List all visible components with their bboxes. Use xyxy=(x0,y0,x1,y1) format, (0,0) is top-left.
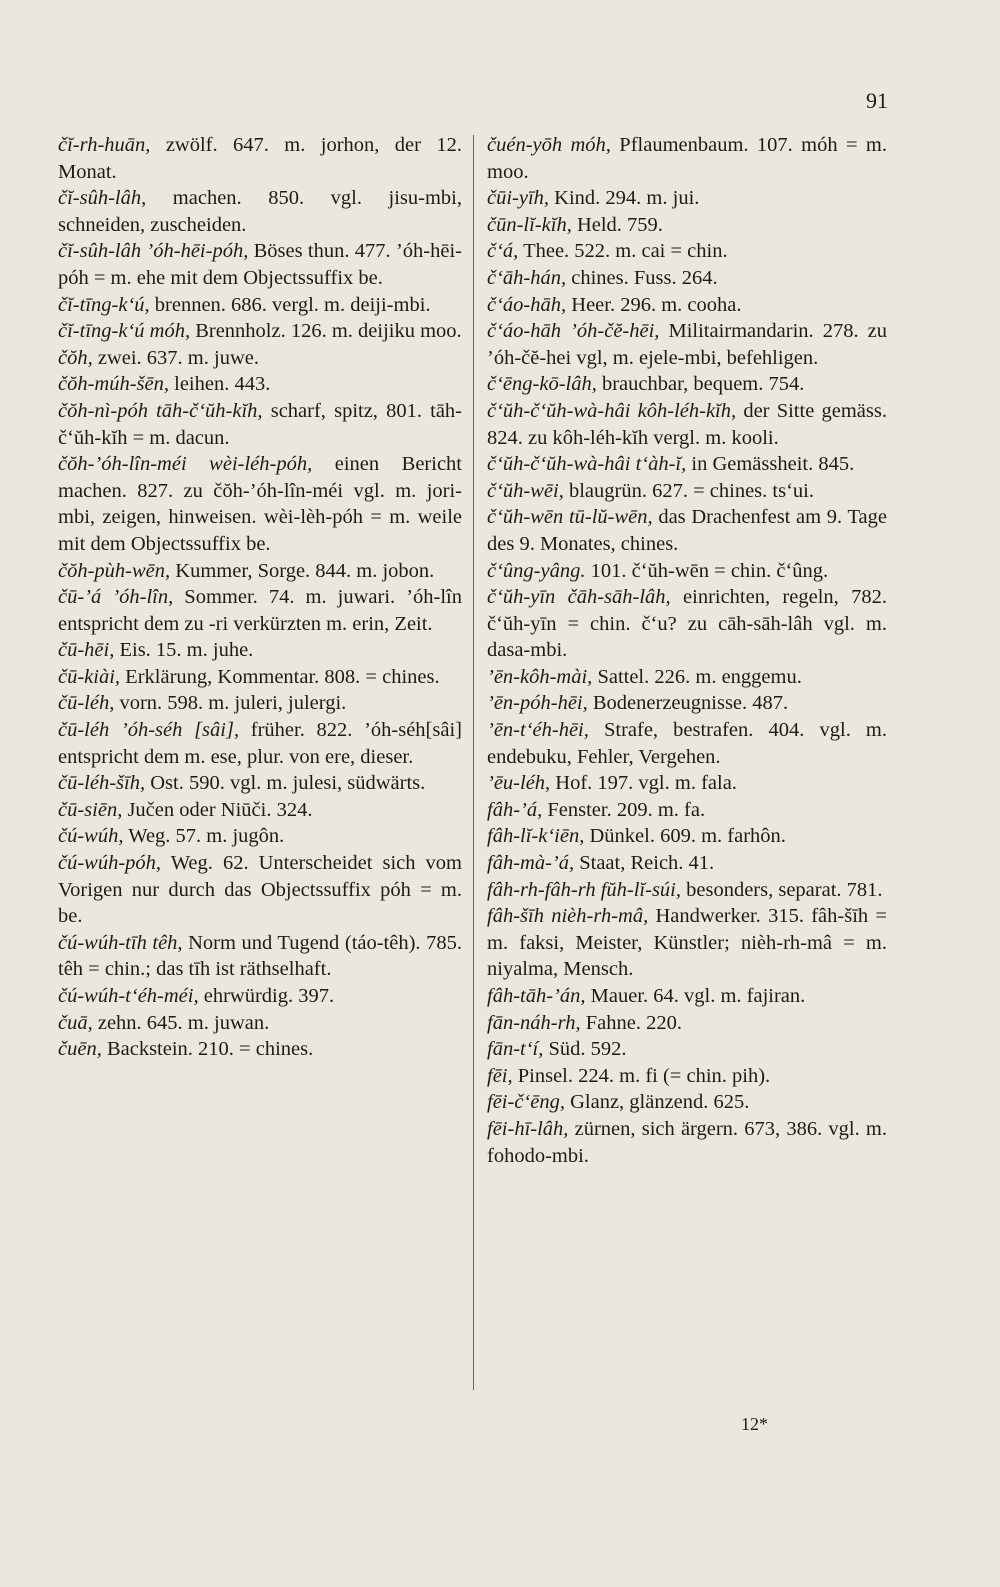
dictionary-entry xyxy=(487,398,893,451)
dictionary-entry xyxy=(487,185,887,212)
entry-definition: Brennholz. 126. m. deijiku moo. xyxy=(190,320,462,343)
dictionary-entry xyxy=(487,584,893,664)
dictionary-entry xyxy=(58,318,462,345)
entry-definition: Jučen oder Niūči. 324. xyxy=(122,798,313,821)
entry-headword: ’ēu-léh, xyxy=(487,772,551,795)
entry-headword: čĭ-sûh-lâh, xyxy=(58,187,147,210)
dictionary-entry xyxy=(487,558,887,585)
dictionary-entry xyxy=(58,132,468,185)
right-column xyxy=(487,132,893,1169)
entry-definition: Bodenerzeugnisse. 487. xyxy=(587,692,789,715)
dictionary-entry xyxy=(487,823,887,850)
dictionary-entry xyxy=(487,850,887,877)
printer-signature: 12* xyxy=(741,1414,768,1434)
dictionary-entry xyxy=(487,265,887,292)
entry-headword: fēi-č‘ēng, xyxy=(487,1091,565,1114)
entry-headword: čū-’á ’óh-lîn, xyxy=(58,586,174,609)
dictionary-entry xyxy=(58,690,462,717)
entry-definition: Backstein. 210. = chines. xyxy=(101,1038,314,1061)
entry-definition: Glanz, glänzend. 625. xyxy=(564,1091,750,1114)
dictionary-entry xyxy=(58,770,462,797)
entry-definition: machen. 850. vgl. jisu-mbi, schneiden, zuscheiden. xyxy=(58,187,468,236)
entry-headword: č‘ŭh-yīn čāh-sāh-lâh, xyxy=(487,586,671,609)
entry-headword: čŏh-’óh-lîn-méi wèi-léh-póh, xyxy=(58,453,313,476)
entry-headword: fâh-’á, xyxy=(487,798,543,821)
entry-headword: fēi, xyxy=(487,1064,513,1087)
entry-definition: Ost. 590. vgl. m. julesi, südwärts. xyxy=(145,772,426,795)
entry-headword: č‘á, xyxy=(487,240,519,263)
entry-definition: Fenster. 209. m. fa. xyxy=(542,798,706,821)
dictionary-entry xyxy=(487,318,893,371)
entry-headword: čĭ-rh-huān, xyxy=(58,134,151,156)
entry-headword: fâh-tāh-’án, xyxy=(487,985,586,1007)
entry-definition: das Drachenfest am 9. Tage des 9. Monates, chines. xyxy=(487,506,893,555)
entry-headword: č‘ŭh-wēi, xyxy=(487,479,564,502)
dictionary-entry xyxy=(487,1010,887,1037)
dictionary-entry xyxy=(487,664,887,691)
entry-definition: zehn. 645. m. juwan. xyxy=(92,1011,270,1034)
entry-headword: čĭ-tīng-k‘ú móh, xyxy=(58,320,191,343)
dictionary-entry xyxy=(58,823,462,850)
entry-headword: č‘ûng-yâng. xyxy=(487,559,586,582)
entry-definition: blaugrün. 627. = chines. ts‘ui. xyxy=(563,479,814,502)
entry-definition: Hof. 197. vgl. m. fala. xyxy=(550,772,737,795)
dictionary-entry xyxy=(487,770,887,797)
entry-headword: čĭ-sûh-lâh ’óh-hēi-póh, xyxy=(58,240,249,263)
dictionary-entry xyxy=(487,478,887,505)
dictionary-entry xyxy=(487,903,893,983)
entry-headword: čŏh-múh-šēn, xyxy=(58,373,170,396)
dictionary-entry xyxy=(487,212,887,239)
entry-definition: ehrwürdig. 397. xyxy=(198,985,335,1007)
entry-headword: č‘ŭh-č‘ŭh-wà-hâi t‘àh-ĭ, xyxy=(487,453,687,476)
entry-definition: besonders, separat. 781. xyxy=(681,878,883,901)
dictionary-entry xyxy=(58,185,468,238)
entry-headword: čū-kiài, xyxy=(58,665,121,688)
dictionary-entry xyxy=(487,451,887,478)
entry-headword: fâh-lĭ-k‘iēn, xyxy=(487,825,585,848)
entry-definition: Held. 759. xyxy=(571,213,663,236)
entry-headword: čuā, xyxy=(58,1011,93,1034)
dictionary-entry xyxy=(58,930,468,983)
entry-headword: čūn-lĭ-kĭh, xyxy=(487,213,572,236)
entry-definition: Heer. 296. m. cooha. xyxy=(566,293,742,316)
entry-definition: zürnen, sich ärgern. 673, 386. vgl. m. fohodo-mbi. xyxy=(487,1117,893,1167)
entry-definition: Norm und Tugend (táo-têh). 785. têh = chin.; das tīh ist räthselhaft. xyxy=(58,931,468,981)
entry-definition: Weg. 57. m. jugôn. xyxy=(123,825,285,848)
column-divider xyxy=(473,135,474,1390)
entry-headword: č‘āh-hán, xyxy=(487,266,567,289)
entry-headword: čú-wúh-t‘éh-méi, xyxy=(58,985,199,1007)
entry-definition: zwei. 637. m. juwe. xyxy=(92,346,259,369)
dictionary-entry xyxy=(58,371,462,398)
entry-definition: Sommer. 74. m. juwari. ’óh-lîn entspricht dem zu -ri verkürzten m. erin, Zeit. xyxy=(58,586,468,635)
entry-headword: fēi-hī-lâh, xyxy=(487,1117,569,1140)
dictionary-entry xyxy=(487,1063,887,1090)
entry-headword: čū-hēi, xyxy=(58,639,115,662)
dictionary-entry xyxy=(58,558,462,585)
dictionary-entry xyxy=(58,664,462,691)
dictionary-entry xyxy=(487,132,893,185)
dictionary-entry xyxy=(487,1116,893,1169)
entry-headword: fâh-rh-fâh-rh fŭh-lĭ-súi, xyxy=(487,878,681,901)
entry-headword: čuēn, xyxy=(58,1038,102,1061)
entry-definition: einen Bericht machen. 827. zu čŏh-’óh-lîn-méi vgl. m. jori-mbi, zeigen, hinweisen. wèi-lèh-póh = m. weile mit dem Objectssuffix be. xyxy=(58,453,468,555)
dictionary-entry xyxy=(487,717,893,770)
entry-headword: čŏh-pùh-wēn, xyxy=(58,559,171,582)
entry-definition: Erklärung, Kommentar. 808. = chines. xyxy=(120,665,440,688)
dictionary-entry xyxy=(58,292,462,319)
entry-definition: in Gemässheit. 845. xyxy=(686,453,855,476)
entry-headword: ’ēn-t‘éh-hēi, xyxy=(487,719,589,742)
entry-headword: ’ēn-póh-hēi, xyxy=(487,692,588,715)
dictionary-entry xyxy=(58,1036,462,1063)
entry-headword: č‘ŭh-č‘ŭh-wà-hâi kôh-léh-kĭh, xyxy=(487,399,737,422)
entry-definition: Staat, Reich. 41. xyxy=(574,852,715,875)
entry-headword: čŏh, xyxy=(58,346,93,369)
entry-definition: Eis. 15. m. juhe. xyxy=(114,639,254,662)
dictionary-entry xyxy=(487,983,887,1010)
entry-headword: fān-t‘í, xyxy=(487,1038,544,1061)
entry-definition: Süd. 592. xyxy=(543,1038,627,1061)
entry-headword: čūi-yīh, xyxy=(487,187,550,210)
entry-definition: vorn. 598. m. juleri, julergi. xyxy=(114,692,347,715)
entry-definition: 101. č‘ŭh-wēn = chin. č‘ûng. xyxy=(585,559,829,582)
entry-definition: einrichten, regeln, 782. č‘ŭh-yīn = chin. č‘u? zu cāh-sāh-lâh vgl. m. dasa-mbi. xyxy=(487,586,893,662)
entry-definition: Dünkel. 609. m. farhôn. xyxy=(584,825,786,848)
dictionary-entry xyxy=(58,637,462,664)
entry-definition: Strafe, bestrafen. 404. vgl. m. endebuku, Fehler, Vergehen. xyxy=(487,719,893,768)
entry-headword: čū-léh-šīh, xyxy=(58,772,146,795)
entry-headword: čú-wúh-tīh têh, xyxy=(58,931,183,954)
dictionary-entry xyxy=(58,850,468,930)
dictionary-entry xyxy=(487,238,887,265)
dictionary-entry xyxy=(58,238,462,291)
entry-definition: zwölf. 647. m. jorhon, der 12. Monat. xyxy=(58,134,468,183)
entry-definition: Handwerker. 315. fâh-šīh = m. faksi, Meister, Künstler; nièh-rh-mâ = m. niyalma, Mensch. xyxy=(487,905,893,981)
entry-definition: Thee. 522. m. cai = chin. xyxy=(518,240,728,263)
entry-headword: čŏh-nì-póh tāh-č‘ŭh-kĭh, xyxy=(58,399,263,422)
entry-headword: č‘áo-hāh, xyxy=(487,293,567,316)
entry-headword: č‘ŭh-wēn tū-lŭ-wēn, xyxy=(487,506,653,529)
entry-headword: čú-wúh, xyxy=(58,825,124,848)
entry-definition: Fahne. 220. xyxy=(580,1011,682,1034)
page-number: 91 xyxy=(866,88,888,113)
entry-headword: čú-wúh-póh, xyxy=(58,852,162,875)
left-column xyxy=(58,132,468,1063)
dictionary-entry xyxy=(487,371,887,398)
entry-headword: čū-siēn, xyxy=(58,798,123,821)
entry-definition: Pflaumenbaum. 107. móh = m. moo. xyxy=(487,134,893,183)
entry-headword: čū-léh ’óh-séh [sâi], xyxy=(58,719,240,742)
dictionary-entry xyxy=(487,504,893,557)
entry-headword: ’ēn-kôh-mài, xyxy=(487,665,593,688)
dictionary-entry xyxy=(58,398,462,451)
dictionary-entry xyxy=(58,345,462,372)
entry-definition: Kummer, Sorge. 844. m. jobon. xyxy=(170,559,435,582)
entry-definition: leihen. 443. xyxy=(169,373,271,396)
dictionary-entry xyxy=(58,717,468,770)
entry-definition: Weg. 62. Unterscheidet sich vom Vorigen nur durch das Objectssuffix póh = m. be. xyxy=(58,852,468,928)
entry-headword: fān-náh-rh, xyxy=(487,1011,581,1034)
dictionary-entry xyxy=(58,1010,462,1037)
dictionary-entry xyxy=(58,584,468,637)
dictionary-entry xyxy=(487,797,887,824)
dictionary-entry xyxy=(58,797,462,824)
dictionary-entry xyxy=(487,1036,887,1063)
entry-definition: Militairmandarin. 278. zu ’óh-čĕ-hei vgl, m. ejele-mbi, befehligen. xyxy=(487,320,893,369)
entry-headword: čuén-yōh móh, xyxy=(487,134,611,156)
entry-headword: č‘áo-hāh ’óh-čĕ-hēi, xyxy=(487,320,660,343)
entry-headword: fâh-mà-’á, xyxy=(487,852,575,875)
dictionary-entry xyxy=(58,451,468,557)
entry-headword: čĭ-tīng-k‘ú, xyxy=(58,293,150,316)
entry-definition: Pinsel. 224. m. fi (= chin. pih). xyxy=(512,1064,771,1087)
dictionary-entry xyxy=(58,983,462,1010)
entry-definition: scharf, spitz, 801. tāh-č‘ŭh-kĭh = m. dacun. xyxy=(58,399,462,449)
entry-definition: Böses thun. 477. ’óh-hēi-póh = m. ehe mit dem Objectssuffix be. xyxy=(58,240,462,289)
dictionary-entry xyxy=(487,877,887,904)
entry-definition: früher. 822. ’óh-séh[sâi] entspricht dem m. ese, plur. von ere, dieser. xyxy=(58,719,468,768)
entry-definition: brauchbar, bequem. 754. xyxy=(596,373,805,396)
entry-definition: Mauer. 64. vgl. m. fajiran. xyxy=(585,985,806,1007)
entry-headword: č‘ēng-kō-lâh, xyxy=(487,373,597,396)
entry-definition: chines. Fuss. 264. xyxy=(566,266,718,289)
entry-definition: Sattel. 226. m. enggemu. xyxy=(592,665,802,688)
entry-definition: brennen. 686. vergl. m. deiji-mbi. xyxy=(149,293,431,316)
entry-headword: fâh-šīh nièh-rh-mâ, xyxy=(487,905,649,928)
dictionary-entry xyxy=(487,1089,887,1116)
entry-definition: der Sitte gemäss. 824. zu kôh-léh-kĭh vergl. m. kooli. xyxy=(487,399,893,449)
entry-headword: čū-léh, xyxy=(58,692,115,715)
entry-definition: Kind. 294. m. jui. xyxy=(549,187,700,210)
dictionary-entry xyxy=(487,292,887,319)
dictionary-entry xyxy=(487,690,887,717)
